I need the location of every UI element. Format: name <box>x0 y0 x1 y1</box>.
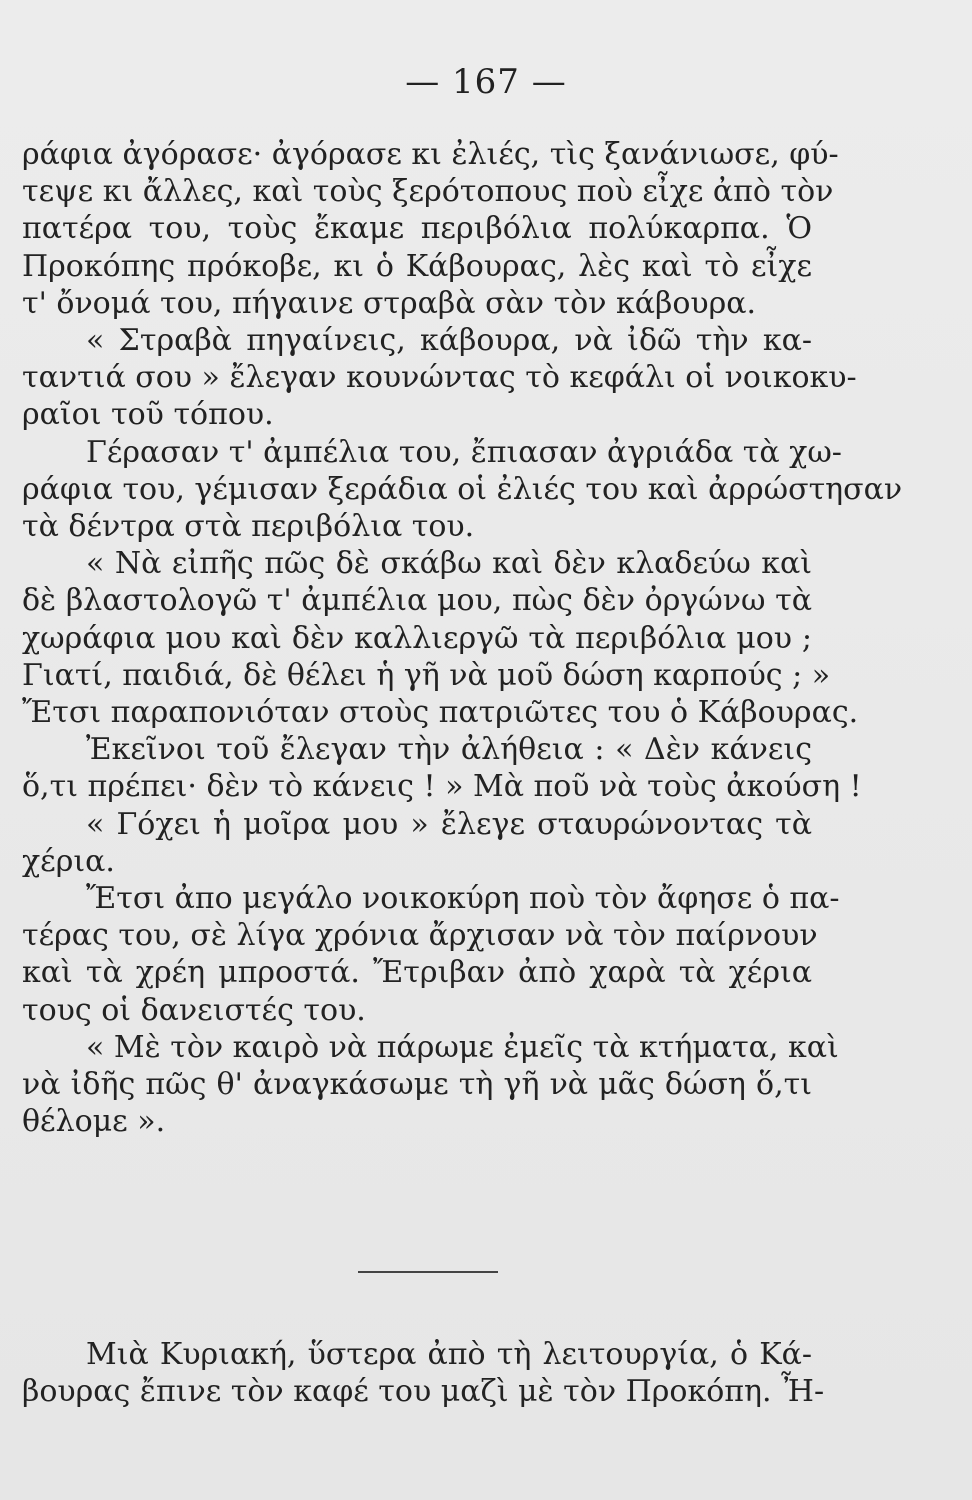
text-line: χέρια. <box>22 843 115 879</box>
text-line: ράφια ἀγόρασε· ἀγόρασε κι ἐλιές, τὶς ξανάνιωσε, φύ- <box>22 137 839 172</box>
page-number: — 167 — <box>405 62 567 102</box>
section-separator <box>358 1271 498 1273</box>
text-line: « Γόχει ἡ μοῖρα μου » ἔλεγε σταυρώνοντας τὰ <box>86 806 812 842</box>
text-line: βουρας ἔπινε τὸν καφέ του μαζὶ μὲ τὸν Προκόπη. Ἦ- <box>22 1374 825 1410</box>
text-line: « Νὰ εἰπῆς πῶς δὲ σκάβω καὶ δὲν κλαδεύω καὶ <box>86 546 812 582</box>
text-line: Μιὰ Κυριακή, ὕστερα ἀπὸ τὴ λειτουργία, ὁ Κά- <box>86 1337 812 1372</box>
text-line: Προκόπης πρόκοβε, κι ὁ Κάβουρας, λὲς καὶ τὸ εἶχε <box>22 248 812 284</box>
text-line: Ἔτσι ἀπο μεγάλο νοικοκύρη ποὺ τὸν ἄφησε ὁ πα- <box>86 881 840 917</box>
text-line: τους οἱ δανειστές του. <box>22 992 366 1028</box>
text-line: χωράφια μου καὶ δὲν καλλιεργῶ τὰ περιβόλια μου ; <box>22 620 812 656</box>
text-line: Γιατί, παιδιά, δὲ θέλει ἡ γῆ νὰ μοῦ δώση καρπούς ; » <box>22 657 831 693</box>
text-line: καὶ τὰ χρέη μπροστά. Ἔτριβαν ἀπὸ χαρὰ τὰ χέρια <box>22 955 812 991</box>
new-section-text-block <box>22 1336 825 1410</box>
text-line: « Στραβὰ πηγαίνεις, κάβουρα, νὰ ἰδῶ τὴν κα- <box>86 323 812 359</box>
text-line: τέρας του, σὲ λίγα χρόνια ἄρχισαν νὰ τὸν παίρνουν <box>22 918 818 954</box>
text-line: Ἔτσι παραπονιόταν στοὺς πατριῶτες του ὁ Κάβουρας. <box>22 695 859 731</box>
text-line: ταντιά σου » ἔλεγαν κουνώντας τὸ κεφάλι οἱ νοικοκυ- <box>22 360 857 396</box>
text-line: τὰ δέντρα στὰ περιβόλια του. <box>22 509 475 545</box>
text-line: ράφια του, γέμισαν ξεράδια οἱ ἐλιές του καὶ ἀρρώστησαν <box>22 471 903 507</box>
main-text-block <box>22 136 903 1140</box>
text-line: πατέρα του, τοὺς ἔκαμε περιβόλια πολύκαρπα. Ὁ <box>22 211 812 247</box>
text-line: ραῖοι τοῦ τόπου. <box>22 397 274 433</box>
text-line: τ' ὄνομά του, πήγαινε στραβὰ σὰν τὸν κάβουρα. <box>22 285 757 321</box>
text-line: τεψε κι ἄλλες, καὶ τοὺς ξερότοπους ποὺ εἶχε ἀπὸ τὸν <box>22 174 834 210</box>
text-line: « Μὲ τὸν καιρὸ νὰ πάρωμε ἐμεῖς τὰ κτήματα, καὶ <box>86 1029 839 1065</box>
text-line: Γέρασαν τ' ἀμπέλια του, ἔπιασαν ἀγριάδα τὰ χω- <box>86 434 842 470</box>
text-line: δὲ βλαστολογῶ τ' ἀμπέλια μου, πὼς δὲν ὀργώνω τὰ <box>22 583 812 619</box>
text-line: θέλομε ». <box>22 1104 166 1140</box>
text-line: Ἐκεῖνοι τοῦ ἔλεγαν τὴν ἀλήθεια : « Δὲν κάνεις <box>86 732 812 768</box>
text-line: νὰ ἰδῆς πῶς θ' ἀναγκάσωμε τὴ γῆ νὰ μᾶς δώση ὅ,τι <box>22 1067 812 1103</box>
text-line: ὅ,τι πρέπει· δὲν τὸ κάνεις ! » Μὰ ποῦ νὰ τοὺς ἀκούση ! <box>22 769 862 805</box>
